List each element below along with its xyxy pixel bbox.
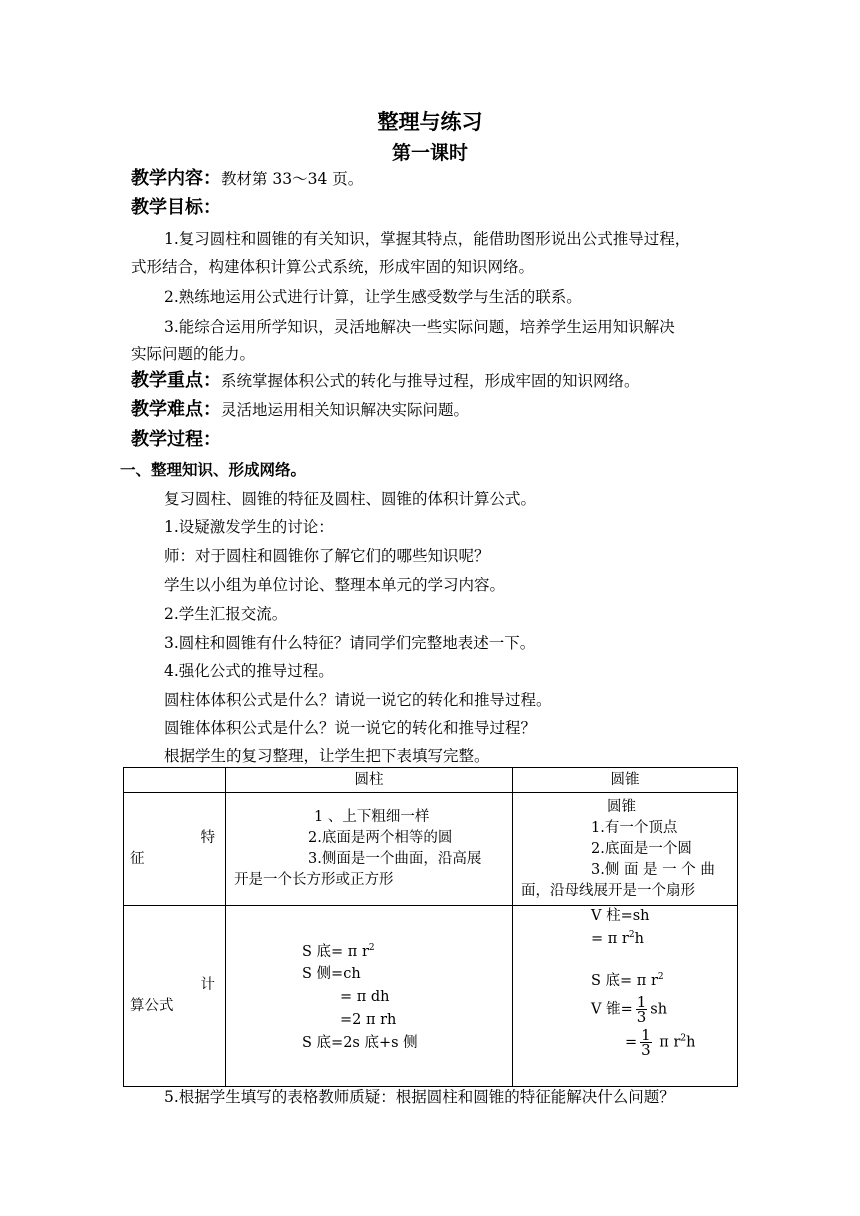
- table-header-cell: 圆柱: [226, 768, 513, 793]
- goal-line-1: 1.复习圆柱和圆锥的有关知识，掌握其特点，能借助图形说出公式推导过程，: [164, 230, 691, 248]
- goals-label: 教学目标：: [131, 197, 221, 218]
- cone-formulas-cell: [513, 906, 738, 1087]
- goal-line-3: 2.熟练地运用公式进行计算，让学生感受数学与生活的联系。: [164, 288, 582, 306]
- fraction-one-third: $\frac{1}{3}$: [641, 1025, 651, 1059]
- formula-line: S 底=2s 底+s 侧: [302, 1035, 418, 1052]
- table-row-features: [124, 793, 738, 906]
- row-label-part: 特: [200, 830, 215, 846]
- cone-features-cell: [513, 793, 738, 906]
- formula-line: S 底= π $r^2$: [591, 971, 664, 989]
- feature-line: 面，沿母线展开是一个扇形: [521, 882, 695, 899]
- page-subtitle: 第一课时: [391, 142, 468, 164]
- process-line: 3.圆柱和圆锥有什么特征？请同学们完整地表述一下。: [164, 634, 536, 652]
- table-header-cell: [124, 768, 226, 793]
- process-line: 圆锥体体积公式是什么？说一说它的转化和推导过程？: [164, 719, 537, 737]
- table-row-formulas: [124, 906, 738, 1087]
- process-line: 2.学生汇报交流。: [164, 605, 288, 623]
- fraction-one-third: $\frac{1}{3}$: [636, 992, 647, 1026]
- feature-line: 1 、上下粗细一样: [314, 809, 430, 825]
- content-text: 教材第 33～34 页。: [221, 170, 364, 188]
- row-label-part: 计: [200, 977, 215, 993]
- row-label-formulas: [124, 906, 226, 1087]
- feature-line: 2.底面是一个圆: [591, 840, 692, 857]
- formula-line: V 柱=sh: [591, 908, 650, 924]
- section-heading: 一、整理知识、形成网络。: [120, 461, 307, 479]
- page-title: 整理与练习: [377, 110, 483, 134]
- process-line: 师：对于圆柱和圆锥你了解它们的哪些知识呢？: [164, 547, 490, 565]
- feature-line: 3.侧面是一个曲面，沿高展: [308, 851, 482, 867]
- formula-line: =2 π rh: [340, 1012, 397, 1029]
- after-table-line: 5.根据学生填写的表格教师质疑：根据圆柱和圆锥的特征能解决什么问题？: [164, 1088, 675, 1106]
- row-label-part: 征: [130, 851, 145, 867]
- feature-line: 1.有一个顶点: [591, 819, 678, 836]
- key-line: [131, 370, 640, 392]
- row-label-part: 算公式: [130, 998, 174, 1014]
- difficulty-line: [131, 399, 469, 421]
- formula-line: V 锥= $\frac{1}{3}$ sh: [591, 992, 668, 1026]
- comparison-table: [123, 767, 738, 1087]
- feature-line: 开是一个长方形或正方形: [234, 872, 394, 888]
- formula-line: S 底= π $r^2$: [302, 942, 375, 960]
- key-text: 系统掌握体积公式的转化与推导过程，形成牢固的知识网络。: [221, 372, 640, 390]
- formula-line: = $\frac{1}{3}$ π $r^2h$: [625, 1025, 696, 1059]
- table-header-row: [124, 768, 738, 793]
- cylinder-formulas-cell: [226, 906, 513, 1087]
- formula-line: = π $r^2h$: [591, 930, 644, 947]
- process-line: 1.设疑激发学生的讨论：: [164, 518, 334, 536]
- feature-line: 圆锥: [607, 798, 636, 815]
- content-label: 教学内容：: [131, 168, 221, 189]
- process-line: 复习圆柱、圆锥的特征及圆柱、圆锥的体积计算公式。: [164, 490, 537, 508]
- formula-line: = π dh: [340, 989, 390, 1006]
- process-line: 4.强化公式的推导过程。: [164, 662, 334, 680]
- table-header-cell: 圆锥: [513, 768, 738, 793]
- goal-line-2: 式形结合，构建体积计算公式系统，形成牢固的知识网络。: [131, 258, 535, 276]
- difficulty-label: 教学难点：: [131, 399, 221, 420]
- difficulty-text: 灵活地运用相关知识解决实际问题。: [221, 401, 470, 419]
- process-line: 圆柱体体积公式是什么？请说一说它的转化和推导过程。: [164, 691, 552, 709]
- cylinder-features-cell: [226, 793, 513, 906]
- feature-line: 3.侧 面 是 一 个 曲: [591, 861, 715, 878]
- goal-line-5: 实际问题的能力。: [131, 345, 256, 363]
- process-line: 根据学生的复习整理，让学生把下表填写完整。: [164, 747, 490, 765]
- row-label-features: [124, 793, 226, 906]
- goal-line-4: 3.能综合运用所学知识，灵活地解决一些实际问题，培养学生运用知识解决: [164, 318, 675, 336]
- formula-line: S 侧=ch: [302, 966, 361, 983]
- process-line: 学生以小组为单位讨论、整理本单元的学习内容。: [164, 576, 506, 594]
- content-line: [131, 168, 363, 190]
- process-label: 教学过程：: [131, 429, 221, 450]
- feature-line: 2.底面是两个相等的圆: [308, 830, 453, 846]
- key-label: 教学重点：: [131, 370, 221, 391]
